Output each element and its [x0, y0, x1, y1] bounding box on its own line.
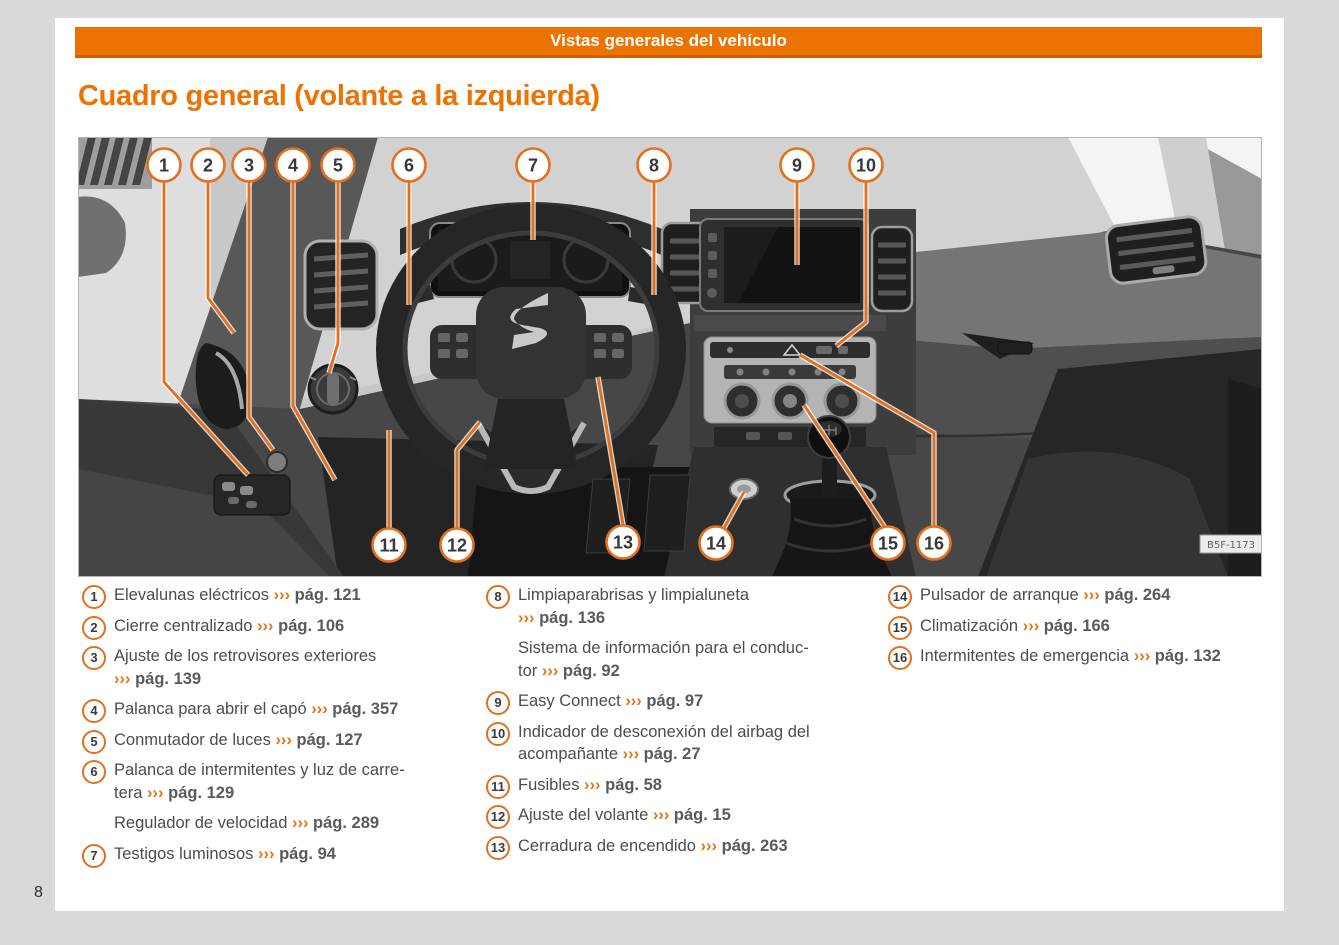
legend-text: Intermitentes de emergencia ››› pág. 132 [920, 647, 1221, 665]
legend-text: Cerradura de encendido ››› pág. 263 [518, 836, 788, 855]
callout-number-16: 16 [923, 533, 945, 554]
image-code-text: B5F-1173 [1206, 540, 1256, 551]
legend-number-16: 16 [888, 646, 912, 670]
callout-number-9: 9 [791, 155, 803, 176]
callout-number-12: 12 [446, 535, 468, 556]
legend-number-13: 13 [486, 836, 510, 860]
legend-text: Pulsador de arranque ››› pág. 264 [920, 586, 1171, 604]
center-vent-right [872, 227, 912, 311]
legend-text: Ajuste de los retrovisores exteriores ››› pág. 139 [114, 647, 377, 688]
callout-number-13: 13 [612, 532, 634, 553]
legend-text: Testigos luminosos ››› pág. 94 [114, 844, 336, 863]
legend-number-2: 2 [82, 616, 106, 640]
page-number: 8 [34, 884, 43, 901]
legend-text: Palanca para abrir el capó ››› pág. 357 [114, 700, 399, 718]
steering-column [484, 399, 578, 469]
climate-panel [704, 337, 876, 423]
legend-number-5: 5 [82, 730, 106, 754]
legend-text: Cierre centralizado ››› pág. 106 [114, 616, 345, 635]
legend-text: Regulador de velocidad ››› pág. 289 [114, 814, 380, 832]
legend-number-4: 4 [82, 699, 106, 723]
window-switch [222, 482, 235, 491]
infotainment-screen [700, 219, 868, 311]
callout-number-3: 3 [243, 155, 255, 176]
callout-number-15: 15 [877, 533, 899, 554]
legend-number-6: 6 [82, 760, 106, 784]
left-air-vent [305, 241, 377, 329]
legend-number-7: 7 [82, 844, 106, 868]
legend-number-11: 11 [486, 775, 510, 799]
legend-text: Palanca de intermitentes y luz de carre- tera ››› pág. 129 [114, 761, 405, 802]
legend-number-10: 10 [486, 722, 510, 746]
image-code-label [1200, 535, 1262, 553]
legend-text: Fusibles ››› pág. 58 [518, 775, 662, 794]
callout-number-4: 4 [287, 155, 299, 176]
legend-text: Elevalunas eléctricos ››› pág. 121 [114, 586, 361, 604]
legend-number-1: 1 [82, 585, 106, 609]
mirror-adjust-knob [267, 452, 287, 472]
legend-text: Sistema de información para el conduc- tor ››› pág. 92 [518, 639, 809, 680]
legend-number-9: 9 [486, 691, 510, 715]
left-window [78, 137, 210, 407]
passenger-air-vent [1105, 215, 1207, 284]
legend-text: Conmutador de luces ››› pág. 127 [114, 730, 363, 749]
dashboard-illustration [78, 137, 1262, 577]
callout-number-11: 11 [379, 535, 399, 556]
legend-number-3: 3 [82, 646, 106, 670]
legend-number-14: 14 [888, 585, 912, 609]
callout-number-1: 1 [158, 155, 170, 176]
legend-text: Climatización ››› pág. 166 [920, 616, 1110, 635]
accelerator-pedal [644, 475, 690, 551]
light-switch [309, 365, 357, 413]
page-title: Cuadro general (volante a la izquierda) [78, 80, 600, 112]
callout-number-8: 8 [648, 155, 660, 176]
header-banner: Vistas generales del vehículo [75, 27, 1262, 58]
legend-number-15: 15 [888, 616, 912, 640]
legend-text: Easy Connect ››› pág. 97 [518, 692, 704, 710]
dashboard-figure [78, 137, 1262, 577]
window-switch-panel [214, 475, 290, 515]
callout-number-5: 5 [332, 155, 344, 176]
legend-text: Ajuste del volante ››› pág. 15 [518, 806, 731, 824]
center-stack [662, 209, 916, 577]
legend-text: Indicador de desconexión del airbag del acompañante ››› pág. 27 [518, 722, 810, 763]
callout-number-7: 7 [527, 155, 539, 176]
glovebox-handle [998, 342, 1032, 354]
legend-number-12: 12 [486, 805, 510, 829]
callout-number-6: 6 [403, 155, 415, 176]
callout-number-2: 2 [202, 155, 214, 176]
legend-text: Limpiaparabrisas y limpialuneta ››› pág. 136 [518, 586, 750, 627]
legend-number-8: 8 [486, 585, 510, 609]
callout-number-14: 14 [705, 533, 727, 554]
window-switch [240, 486, 253, 495]
callout-number-10: 10 [855, 155, 877, 176]
